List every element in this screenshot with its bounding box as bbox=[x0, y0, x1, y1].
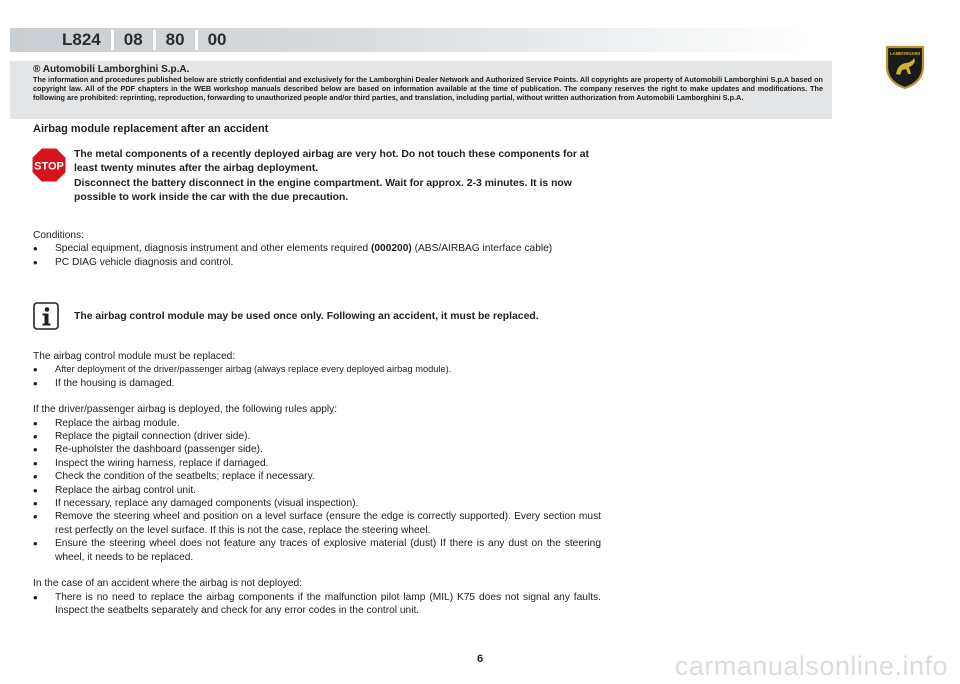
logo-text: LAMBORGHINI bbox=[889, 51, 921, 56]
list-item: • Remove the steering wheel and position on a level surface (ensure the edge is correctly supported). Every section must rest perfectly on the level surface. If this is not the case, replace the steering wheel. bbox=[33, 510, 601, 537]
not-deployed-heading: In the case of an accident where the airbag is not deployed: bbox=[33, 578, 303, 590]
list-item: • Ensure the steering wheel does not feature any traces of explosive material (dust) If there is any dust on the steering wheel, it needs to be replaced. bbox=[33, 537, 601, 564]
code-section: 00 bbox=[207, 30, 227, 49]
info-note: The airbag control module may be used once only. Following an accident, it must be replaced. bbox=[74, 311, 539, 322]
list-item: • Special equipment, diagnosis instrument and other elements required (000200) (ABS/AIRBAG interface cable) bbox=[33, 242, 601, 255]
list-item: • Re-upholster the dashboard (passenger side). bbox=[33, 443, 601, 456]
legal-title: ® Automobili Lamborghini S.p.A. bbox=[33, 64, 190, 75]
code-separator bbox=[153, 30, 156, 50]
code-model: L824 bbox=[62, 30, 101, 49]
replace-section bbox=[33, 350, 601, 617]
deployed-heading: If the driver/passenger airbag is deployed, the following rules apply: bbox=[33, 404, 338, 416]
list-item: • Check the condition of the seatbelts; replace if necessary. bbox=[33, 470, 601, 483]
watermark: carmanualsonline.info bbox=[674, 651, 948, 681]
part-number: (000200) bbox=[371, 243, 412, 255]
stop-sign-icon bbox=[31, 147, 67, 183]
list-item: • Replace the airbag control unit. bbox=[33, 484, 601, 497]
page-number: 6 bbox=[477, 653, 484, 665]
lamborghini-shield-logo bbox=[884, 44, 926, 90]
warning-line-2: Disconnect the battery disconnect in the engine compartment. Wait for approx. 2-3 minutes. It is now possible to work inside the car with the due precaution. bbox=[74, 177, 572, 203]
stop-sign-text: STOP bbox=[34, 160, 64, 173]
info-icon bbox=[33, 302, 59, 330]
document-title: Airbag module replacement after an accident bbox=[33, 123, 269, 135]
list-item: • Replace the pigtail connection (driver side). bbox=[33, 430, 601, 443]
list-item: • Inspect the wiring harness, replace if damaged. bbox=[33, 457, 601, 470]
code-group: 08 bbox=[123, 30, 143, 49]
list-item: • There is no need to replace the airbag components if the malfunction pilot lamp (MIL) K75 does not signal any faults. Inspect the seatbelts separately and check for any error codes in the control unit. bbox=[33, 591, 601, 618]
conditions-heading: Conditions: bbox=[33, 230, 84, 241]
code-separator bbox=[195, 30, 198, 50]
legal-text: The information and procedures published below are strictly confidential and exclusively for the Lamborghini Dealer Network and Authorized Service Points. All copyrights are property of Automobili Lamborghini S.p.A based on copyright law. All of the PDF chapters in the WEB workshop manuals described below are based on information available at the time of publication. The company reserves the right to make updates and modifications. The following are prohibited: reprinting, reproduction, forwarding to unauthorized people and/or third parties, and translation, including partial, without written authorization from Automobili Lamborghini S.p.A. bbox=[33, 75, 823, 103]
conditions-section bbox=[33, 229, 601, 269]
warning-line-1: The metal components of a recently deployed airbag are very hot. Do not touch these components for at least twenty minutes after the airbag deployment. bbox=[74, 149, 590, 175]
list-item: • Replace the airbag module. bbox=[33, 417, 601, 430]
list-item: • After deployment of the driver/passenger airbag (always replace every deployed airbag module). bbox=[33, 363, 601, 376]
code-subgroup: 80 bbox=[165, 30, 185, 49]
replace-heading: The airbag control module must be replaced: bbox=[33, 351, 236, 362]
list-item: • PC DIAG vehicle diagnosis and control. bbox=[33, 256, 601, 269]
document-codes bbox=[62, 30, 227, 50]
code-separator bbox=[111, 30, 114, 50]
warning-block bbox=[74, 148, 600, 205]
list-item: • If the housing is damaged. bbox=[33, 377, 601, 390]
list-item: • If necessary, replace any damaged components (visual inspection). bbox=[33, 497, 601, 510]
